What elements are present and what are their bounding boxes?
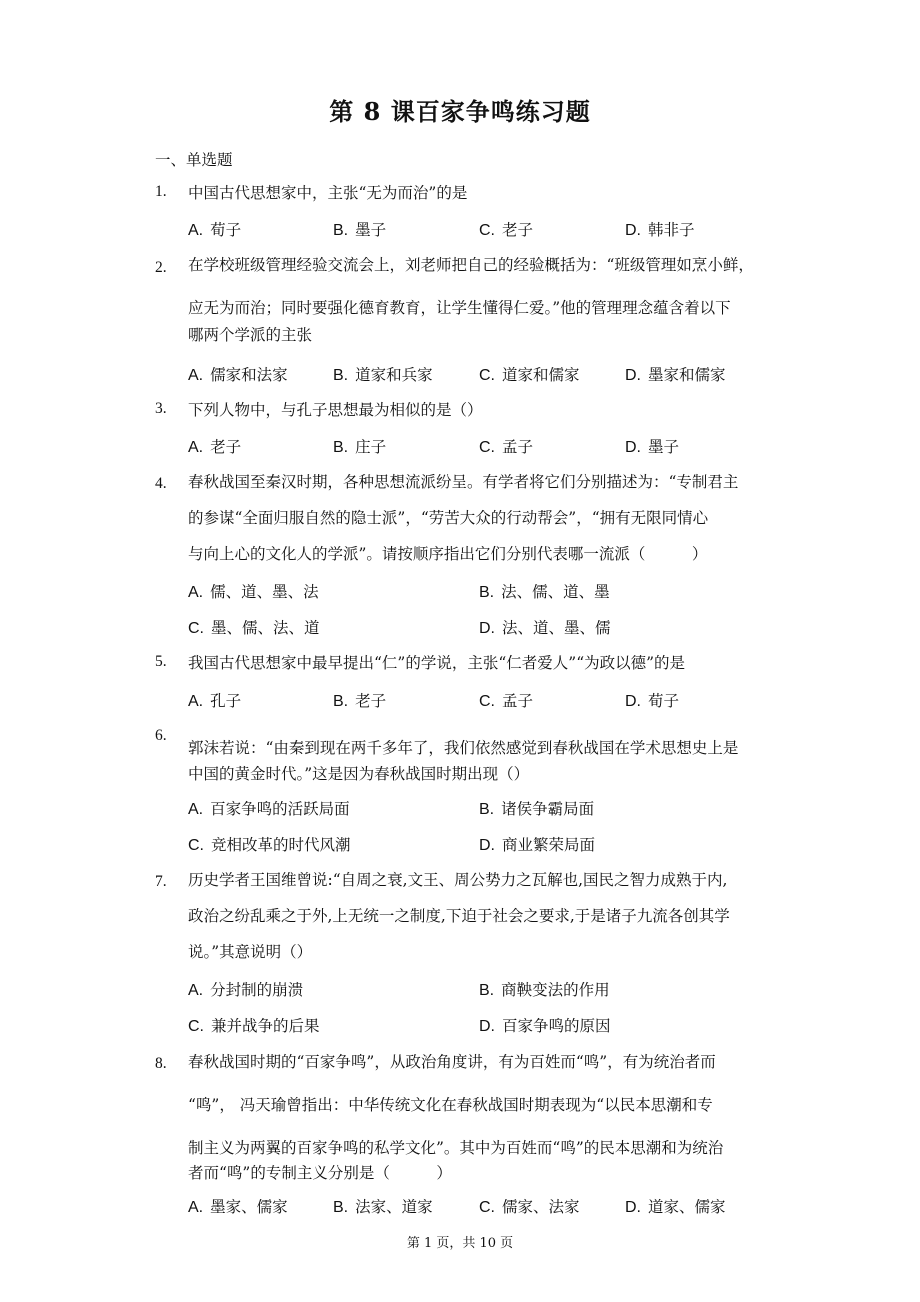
option-c[interactable]: C. 儒家、法家	[479, 1198, 580, 1216]
question-text: 说。”其意说明（）	[188, 943, 313, 961]
page-footer: 第 1 页，共 10 页	[406, 1236, 514, 1251]
option-a[interactable]: A. 墨家、儒家	[188, 1198, 288, 1216]
question-text: 中国的黄金时代。”这是因为春秋战国时期出现（）	[188, 765, 530, 783]
option-c[interactable]: C. 竞相改革的时代风潮	[188, 836, 351, 854]
option-a[interactable]: A. 儒家和法家	[188, 366, 288, 384]
question-text: 制主义为两翼的百家争鸣的私学文化”。其中为百姓而“鸣”的民本思潮和为统治	[188, 1139, 724, 1157]
option-b[interactable]: B. 法家、道家	[333, 1198, 433, 1216]
question-text: 者而“鸣”的专制主义分别是（ ）	[188, 1164, 452, 1182]
question-text: 应无为而治；同时要强化德育教育，让学生懂得仁爱。”他的管理理念蕴含着以下	[188, 299, 731, 317]
option-a[interactable]: A. 百家争鸣的活跃局面	[188, 800, 350, 818]
option-c[interactable]: C. 兼并战争的后果	[188, 1017, 320, 1035]
question-4	[155, 472, 795, 572]
option-d[interactable]: D. 墨子	[625, 438, 680, 456]
question-number: 3.	[155, 400, 167, 417]
option-a[interactable]: A. 荀子	[188, 221, 242, 239]
option-d[interactable]: D. 道家、儒家	[625, 1198, 726, 1216]
question-number: 4.	[155, 475, 167, 492]
option-a[interactable]: A. 分封制的崩溃	[188, 981, 304, 999]
question-1	[155, 183, 795, 203]
section-heading: 一、单选题	[155, 151, 233, 169]
question-text: 的参谋“全面归服自然的隐士派”，“劳苦大众的行动帮会”，“拥有无限同情心	[188, 509, 709, 527]
question-number: 8.	[155, 1055, 167, 1072]
question-2	[155, 255, 795, 345]
question-7	[155, 870, 795, 970]
question-text: 在学校班级管理经验交流会上，刘老师把自己的经验概括为：“班级管理如烹小鲜，	[188, 256, 754, 274]
option-d[interactable]: D. 商业繁荣局面	[479, 836, 596, 854]
question-number: 7.	[155, 873, 167, 890]
page-title: 第 8 课百家争鸣练习题	[329, 97, 591, 126]
option-d[interactable]: D. 法、道、墨、儒	[479, 619, 611, 637]
question-3	[155, 400, 795, 420]
question-text: 与向上心的文化人的学派”。请按顺序指出它们分别代表哪一流派（ ）	[188, 545, 708, 563]
question-number: 6.	[155, 727, 167, 744]
option-d[interactable]: D. 百家争鸣的原因	[479, 1017, 611, 1035]
question-text: 中国古代思想家中，主张“无为而治”的是	[188, 184, 468, 202]
option-c[interactable]: C. 孟子	[479, 692, 534, 710]
option-c[interactable]: C. 墨、儒、法、道	[188, 619, 320, 637]
question-number: 1.	[155, 183, 167, 200]
question-text: 我国古代思想家中最早提出“仁”的学说，主张“仁者爱人”“为政以德”的是	[188, 654, 686, 672]
question-text: 历史学者王国维曾说:“自周之衰,文王、周公势力之瓦解也,国民之智力成熟于内,	[188, 871, 728, 889]
option-c[interactable]: C. 老子	[479, 221, 534, 239]
question-number: 5.	[155, 653, 167, 670]
question-text: 春秋战国时期的“百家争鸣”，从政治角度讲，有为百姓而“鸣”，有为统治者而	[188, 1053, 716, 1071]
question-text: 政治之纷乱乘之于外,上无统一之制度,下迫于社会之要求,于是诸子九流各创其学	[188, 907, 730, 925]
question-6	[155, 727, 795, 787]
option-b[interactable]: B. 老子	[333, 692, 387, 710]
question-number: 2.	[155, 259, 167, 276]
option-b[interactable]: B. 诸侯争霸局面	[479, 800, 595, 818]
question-text: 下列人物中，与孔子思想最为相似的是（）	[188, 401, 483, 419]
option-a[interactable]: A. 孔子	[188, 692, 242, 710]
option-b[interactable]: B. 商鞅变法的作用	[479, 981, 610, 999]
option-c[interactable]: C. 孟子	[479, 438, 534, 456]
option-d[interactable]: D. 墨家和儒家	[625, 366, 726, 384]
question-5	[155, 653, 795, 673]
option-b[interactable]: B. 庄子	[333, 438, 387, 456]
question-text: 春秋战国至秦汉时期，各种思想流派纷呈。有学者将它们分别描述为：“专制君主	[188, 473, 739, 491]
option-c[interactable]: C. 道家和儒家	[479, 366, 580, 384]
option-d[interactable]: D. 荀子	[625, 692, 680, 710]
option-a[interactable]: A. 儒、道、墨、法	[188, 583, 319, 601]
question-text: 哪两个学派的主张	[188, 326, 313, 344]
question-text: 郭沫若说：“由秦到现在两千多年了，我们依然感觉到春秋战国在学术思想史上是	[188, 739, 739, 757]
option-d[interactable]: D. 韩非子	[625, 221, 695, 239]
option-a[interactable]: A. 老子	[188, 438, 242, 456]
option-b[interactable]: B. 道家和兵家	[333, 366, 433, 384]
option-b[interactable]: B. 法、儒、道、墨	[479, 583, 610, 601]
question-text: “鸣”， 冯天瑜曾指出：中华传统文化在春秋战国时期表现为“以民本思潮和专	[188, 1096, 713, 1114]
option-b[interactable]: B. 墨子	[333, 221, 387, 239]
question-8	[155, 1052, 795, 1183]
